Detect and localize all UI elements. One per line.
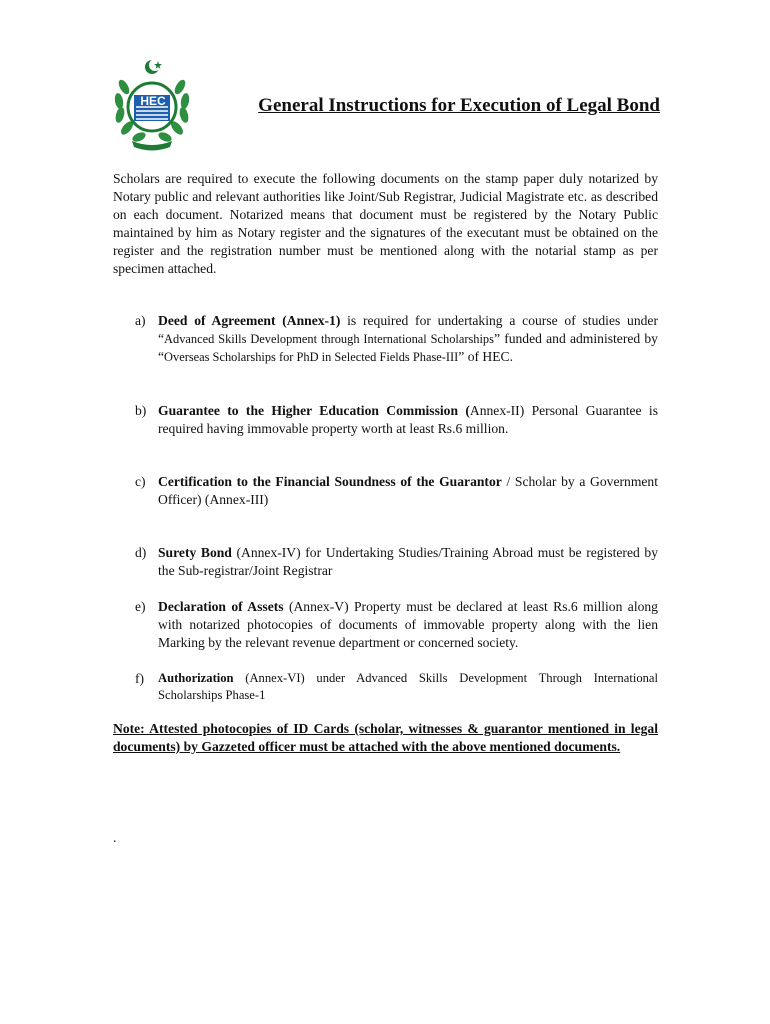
item-text: Overseas Scholarships for PhD in Selected Fields Phase-III — [164, 350, 459, 364]
list-item — [113, 473, 658, 509]
list-marker: a) — [135, 313, 146, 328]
list-marker: c) — [135, 474, 146, 489]
item-text: (Annex-IV) for Undertaking Studies/Training Abroad must be registered by the Sub-registrar/Joint Registrar — [158, 545, 658, 578]
item-text: Advanced Skills Development through International Scholarships — [164, 332, 494, 346]
page-title: General Instructions for Execution of Legal Bond — [258, 95, 660, 116]
trailing-mark: . — [113, 830, 117, 845]
list-item — [113, 402, 658, 438]
item-heading: Certification to the Financial Soundness of the Guarantor — [158, 474, 502, 489]
item-text: ” of HEC. — [458, 349, 514, 364]
hec-logo — [110, 57, 194, 153]
item-heading: Authorization — [158, 671, 234, 685]
list-marker: e) — [135, 599, 146, 614]
item-text: / Scholar by a Government Officer) (Annex-III) — [158, 474, 658, 507]
crescent-star-icon — [145, 59, 162, 74]
ribbon-icon — [132, 141, 172, 151]
item-heading: Guarantee to the Higher Education Commission ( — [158, 403, 470, 418]
list-marker: d) — [135, 545, 147, 560]
item-text: is required for undertaking a course of studies under “ — [158, 313, 658, 346]
intro-paragraph: Scholars are required to execute the following documents on the stamp paper duly notarized by Notary public and relevant authorities like Joint/Sub Registrar, Judicial Magistrate etc. as described on each document. Notarized means that document must be registered by the Notary Public maintained by him as Notary register and the signatures of the executant must be obtained on the register and the registration number must be mentioned along with the notarial stamp as per specimen attached. — [113, 171, 658, 276]
item-text: (Annex-V) Property must be declared at least Rs.6 million along with notarized photocopies of documents of immovable property along with the lien Marking by the relevant revenue department or concerned society. — [158, 599, 658, 650]
logo-text: HEC — [140, 94, 166, 108]
item-text: ” funded and administered by “ — [158, 331, 658, 364]
list-marker: b) — [135, 403, 147, 418]
list-item — [113, 670, 658, 704]
list-item — [113, 544, 658, 580]
list-item — [113, 312, 658, 366]
list-item — [113, 598, 658, 652]
item-heading: Surety Bond — [158, 545, 232, 560]
list-marker: f) — [135, 671, 145, 686]
item-heading: Deed of Agreement (Annex-1) — [158, 313, 341, 328]
note-paragraph: Note: Attested photocopies of ID Cards (scholar, witnesses & guarantor mentioned in legal documents) by Gazzeted officer must be attached with the above mentioned documents. — [113, 721, 658, 754]
item-text: Annex-II) Personal Guarantee is required having immovable property worth at least Rs.6 million. — [158, 403, 658, 436]
item-heading: Declaration of Assets — [158, 599, 284, 614]
item-text: (Annex-VI) under Advanced Skills Development Through International Scholarships Phase-1 — [158, 671, 658, 702]
